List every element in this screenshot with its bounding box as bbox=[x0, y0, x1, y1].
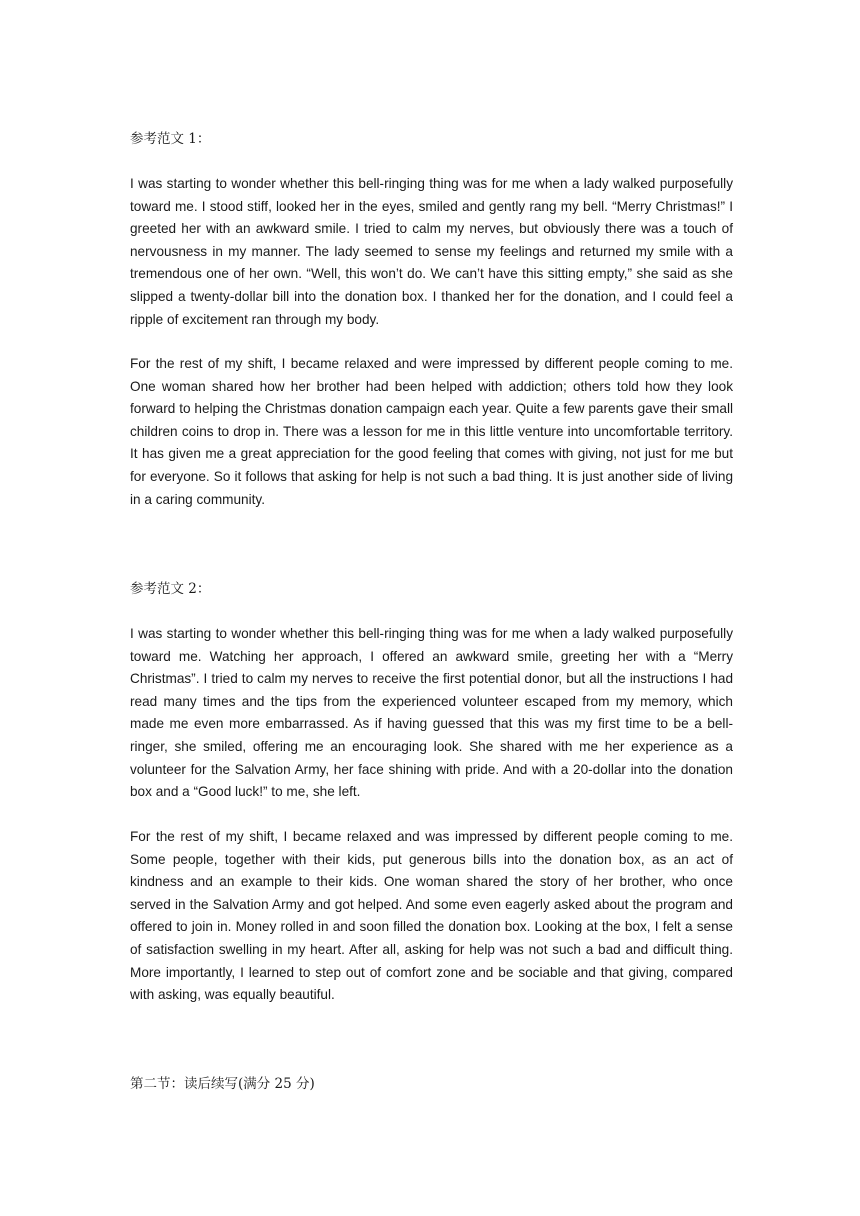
sample-1-paragraph-2: For the rest of my shift, I became relaxed and were impressed by different people coming to me. One woman shared how her brother had been helped with addiction; others told how they look forward to helping the Christmas donation campaign each year. Quite a few parents gave their small children coins to drop in. There was a lesson for me in this little venture into uncomfortable territory. It has given me a great appreciation for the good feeling that comes with giving, not just for me but for everyone. So it follows that asking for help is not such a bad thing. It is just another side of living in a caring community. bbox=[130, 356, 733, 507]
sample-2-paragraph-2: For the rest of my shift, I became relaxed and was impressed by different people coming to me. Some people, together with their kids, put generous bills into the donation box, as an act of kindness and an example to their kids. One woman shared the story of her brother, who once served in the Salvation Army and got helped. And some even eagerly asked about the program and offered to join in. Money rolled in and soon filled the donation box. Looking at the box, I felt a sense of satisfaction swelling in my heart. After all, asking for help was not such a bad and difficult thing. More importantly, I learned to step out of comfort zone and be sociable and that giving, compared with asking, was equally beautiful. bbox=[130, 829, 733, 1003]
sample-2-heading: 参考范文 2： bbox=[130, 581, 211, 597]
sample-1-heading: 参考范文 1： bbox=[130, 131, 211, 147]
sample-2-paragraph-1: I was starting to wonder whether this bell-ringing thing was for me when a lady walked purposefully toward me. Watching her approach, I offered an awkward smile, greeting her with a “Merry Christmas”. I tried to calm my nerves to receive the first potential donor, but all the instructions I had read many times and the tips from the experienced volunteer escaped from my memory, which made me even more embarrassed. As if having guessed that this was my first time to be a bell-ringer, she smiled, offering me an encouraging look. She shared with me her experience as a volunteer for the Salvation Army, her face shining with pride. And with a 20-dollar into the donation box and a “Good luck!” to me, she left. bbox=[130, 626, 733, 800]
section-heading: 第二节：读后续写(满分 25 分) bbox=[130, 1076, 315, 1092]
sample-1-paragraph-1: I was starting to wonder whether this bell-ringing thing was for me when a lady walked purposefully toward me. I stood stiff, looked her in the eyes, smiled and gently rang my bell. “Merry Christmas!” I greeted her with an awkward smile. I tried to calm my nerves, but obviously there was a touch of nervousness in my manner. The lady seemed to sense my feelings and returned my smile with a tremendous one of her own. “Well, this won’t do. We can’t have this sitting empty,” she said as she slipped a twenty-dollar bill into the donation box. I thanked her for the donation, and I could feel a ripple of excitement ran through my body. bbox=[130, 176, 733, 327]
